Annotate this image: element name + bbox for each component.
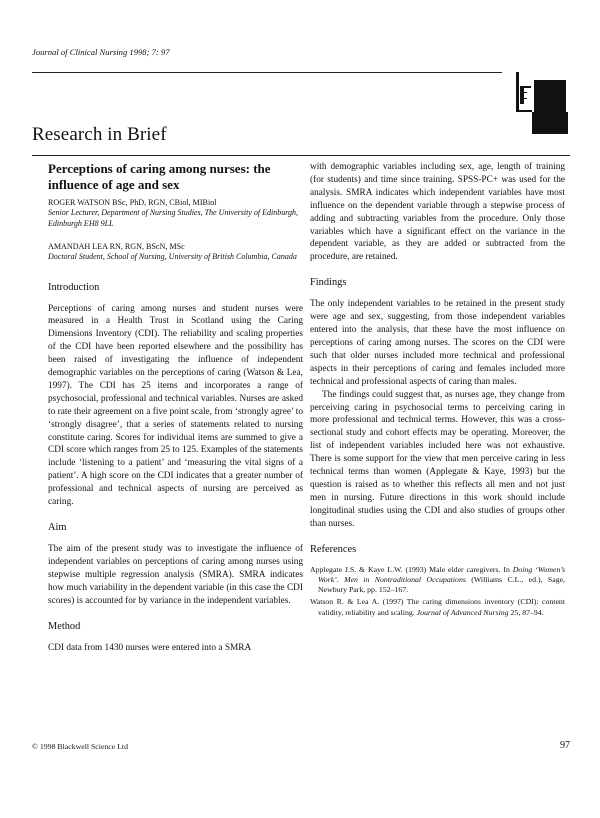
reference-title: Journal of Advanced Nursing — [416, 607, 509, 617]
reference-text: (Williams C.L., ed.), Sage, Newbury Park, pp. 152–167. — [318, 574, 566, 595]
reference-title: Doing ‘Women’s Work’. Men in Nontraditional Occupations — [318, 564, 565, 584]
publisher-logo — [508, 72, 570, 136]
author-affiliation: Senior Lecturer, Department of Nursing Studies, The University of Edinburgh, Edinburgh EH8 9LL — [48, 208, 299, 228]
heading-introduction: Introduction — [48, 281, 100, 293]
findings-paragraph: The findings could suggest that, as nurses age, they change from perceiving caring in psychosocial terms to perceiving caring in more professional and technical terms. However, this was a cross-sectional study and cohort effects may be operating. Moreover, the list of independent variables included here was not exhaustive. There is some support for the view that men perceive caring in less technical terms than women (Applegate & Kaye, 1993) but the question is raised as to whether this reflects all men and not just men in nursing. Future directions in this work should include longitudinal studies using the CDI and also studies of groups other than nurses. — [310, 389, 565, 529]
heading-findings: Findings — [310, 277, 347, 289]
aim-text: The aim of the present study was to investigate the influence of independent variables on perceptions of caring among nurses using stepwise multiple regression analysis (SMRA). SMRA indicates how much variability in the dependent variable (in this case the CDI scores) is accounted for by variance in the independent variables. — [48, 544, 303, 606]
right-column — [310, 161, 565, 620]
reference-text: Watson R. & Lea A. (1997) The caring dimensions inventory (CDI): content validity, reliability and scaling. — [310, 597, 565, 617]
reference-text: 25, 87–94. — [508, 607, 544, 617]
journal-reference: Journal of Clinical Nursing 1998; 7: 97 — [32, 47, 170, 57]
page-number: 97 — [560, 740, 570, 751]
method-text-continued: with demographic variables including sex, age, length of training (for students) and time since training. SPSS-PC+ was used for the analysis. SMRA indicates which independent variables have most influence on the dependent variable through a stepwise process of adding and subtracting variables from the procedure. Only those variables which have a significant effect on the variance in the dependent variable, as they are added or subtracted from the procedure, are retained. — [310, 162, 565, 263]
method-text: CDI data from 1430 nurses were entered into a SMRA — [48, 642, 252, 653]
author-name: ROGER WATSON BSc, PhD, RGN, CBiol, MIBiol — [48, 198, 217, 207]
reference-item — [310, 565, 565, 596]
findings-paragraph: The only independent variables to be retained in the present study were age and sex, suggesting, from those independent variables entered into the analysis, that these have the most influence on perceptions of caring among nurses. The scores on the CDI were such that older nurses included more technical and professional aspects in their perceptions of caring and females included more technical and professional aspects of caring than males. — [310, 299, 565, 387]
heading-references: References — [310, 543, 357, 555]
left-column — [48, 161, 303, 654]
reference-item — [310, 597, 565, 618]
section-rule — [32, 155, 570, 156]
article-title: Perceptions of caring among nurses: the influence of age and sex — [48, 161, 271, 192]
heading-aim: Aim — [48, 522, 67, 533]
reference-list — [310, 565, 565, 618]
reference-text: Applegate J.S. & Kaye L.W. (1993) Male elder caregivers. In — [310, 564, 513, 574]
introduction-text: Perceptions of caring among nurses and student nurses were measured in a Health Trust in Scotland using the Caring Dimensions Inventory (CDI). The reliability and scaling properties of the CDI have been reported elsewhere and the possibility has been raised of investigating the influence of independent demographic variables on the perceptions of caring (Watson & Lea, 1997). The CDI has 25 items and incorporates a range of psychosocial, professional and technical variables. Nurses are asked to rate their agreement on a five point scale, from ‘strongly agree’ to ‘strongly disagree’, that a series of statements related to nursing constitute caring. Scores for individual items are summed to give a CDI score which ranges from 25 to 125. Examples of the statements include ‘listening to a patient’ and ‘measuring the vital signs of a patient’. A high score on the CDI indicates that a greater number of professional and technical aspects of nursing are perceived as caring. — [48, 303, 303, 508]
author-name: AMANDAH LEA RN, RGN, BScN, MSc — [48, 242, 185, 251]
copyright: © 1998 Blackwell Science Ltd — [32, 742, 128, 751]
section-title: Research in Brief — [32, 124, 167, 145]
author-affiliation: Doctoral Student, School of Nursing, University of British Columbia, Canada — [48, 252, 297, 261]
heading-method: Method — [48, 620, 81, 632]
header-rule — [32, 72, 502, 73]
